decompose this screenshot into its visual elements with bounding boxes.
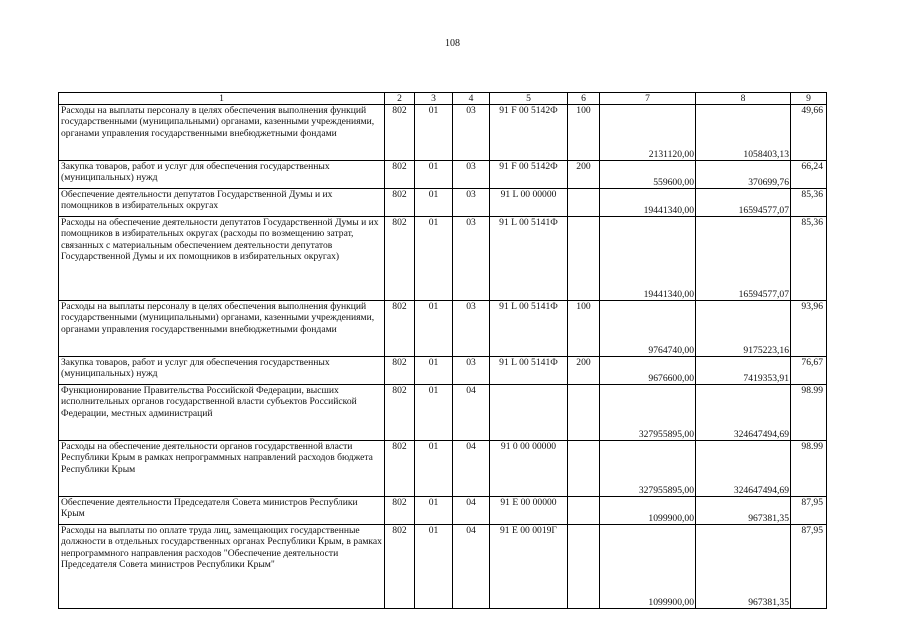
header-cell: 8: [696, 93, 791, 105]
actual-amount-cell: 324647494,69: [696, 385, 791, 441]
planned-amount-cell: 327955895,00: [600, 385, 696, 441]
description-cell: Расходы на выплаты персоналу в целях обеспечения выполнения функций государственными (муниципальными) органами, казенными учреждениями, органами управления государственными внебюджетными фондами: [59, 105, 385, 161]
description-cell: Закупка товаров, работ и услуг для обеспечения государственных (муниципальных) нужд: [59, 357, 385, 385]
table-row: [59, 217, 827, 301]
header-cell: 4: [453, 93, 490, 105]
table-row: [59, 105, 827, 161]
admin-code-cell: 802: [385, 525, 415, 609]
header-cell: 1: [59, 93, 385, 105]
subsection-cell: 04: [453, 441, 490, 497]
table-row: [59, 301, 827, 357]
header-cell: 5: [490, 93, 568, 105]
expense-type-cell: 200: [568, 357, 600, 385]
percent-cell: 49,66: [791, 105, 827, 161]
target-article-cell: [490, 385, 568, 441]
expense-type-cell: 100: [568, 105, 600, 161]
subsection-cell: 03: [453, 189, 490, 217]
planned-amount-cell: 1099900,00: [600, 525, 696, 609]
description-cell: Обеспечение деятельности Председателя Совета министров Республики Крым: [59, 497, 385, 525]
table-row: [59, 189, 827, 217]
percent-cell: 87,95: [791, 525, 827, 609]
expense-type-cell: 200: [568, 161, 600, 189]
percent-cell: 85,36: [791, 189, 827, 217]
page-number: 108: [445, 38, 460, 49]
target-article-cell: 91 L 00 5141Ф: [490, 217, 568, 301]
percent-cell: 85,36: [791, 217, 827, 301]
subsection-cell: 03: [453, 357, 490, 385]
header-cell: 2: [385, 93, 415, 105]
admin-code-cell: 802: [385, 441, 415, 497]
section-cell: 01: [415, 189, 453, 217]
admin-code-cell: 802: [385, 161, 415, 189]
description-cell: Расходы на выплаты по оплате труда лиц, замещающих государственные должности в отдельных государственных органах Республики Крым, в рамках непрограммного направления расходов "Обеспечение деятельности Председателя Совета министров Республики Крым": [59, 525, 385, 609]
planned-amount-cell: 9676600,00: [600, 357, 696, 385]
planned-amount-cell: 2131120,00: [600, 105, 696, 161]
table-row: [59, 357, 827, 385]
description-cell: Расходы на выплаты персоналу в целях обеспечения выполнения функций государственными (муниципальными) органами, казенными учреждениями, органами управления государственными внебюджетными фондами: [59, 301, 385, 357]
expense-type-cell: 100: [568, 301, 600, 357]
admin-code-cell: 802: [385, 189, 415, 217]
table-row: [59, 497, 827, 525]
section-cell: 01: [415, 525, 453, 609]
actual-amount-cell: 324647494,69: [696, 441, 791, 497]
admin-code-cell: 802: [385, 357, 415, 385]
planned-amount-cell: 19441340,00: [600, 217, 696, 301]
table-row: [59, 385, 827, 441]
subsection-cell: 04: [453, 497, 490, 525]
section-cell: 01: [415, 497, 453, 525]
subsection-cell: 03: [453, 301, 490, 357]
expense-type-cell: [568, 497, 600, 525]
percent-cell: 98.99: [791, 385, 827, 441]
admin-code-cell: 802: [385, 385, 415, 441]
description-cell: Расходы на обеспечение деятельности органов государственной власти Республики Крым в рамках непрограммных направлений расходов бюджета Республики Крым: [59, 441, 385, 497]
header-cell: 3: [415, 93, 453, 105]
target-article-cell: 91 F 00 5142Ф: [490, 105, 568, 161]
target-article-cell: 91 E 00 00000: [490, 497, 568, 525]
planned-amount-cell: 19441340,00: [600, 189, 696, 217]
section-cell: 01: [415, 385, 453, 441]
section-cell: 01: [415, 217, 453, 301]
table-row: [59, 525, 827, 609]
budget-table: [58, 92, 827, 609]
description-cell: Закупка товаров, работ и услуг для обеспечения государственных (муниципальных) нужд: [59, 161, 385, 189]
target-article-cell: 91 L 00 5141Ф: [490, 301, 568, 357]
percent-cell: 98.99: [791, 441, 827, 497]
actual-amount-cell: 967381,35: [696, 525, 791, 609]
planned-amount-cell: 1099900,00: [600, 497, 696, 525]
section-cell: 01: [415, 357, 453, 385]
section-cell: 01: [415, 441, 453, 497]
subsection-cell: 03: [453, 161, 490, 189]
actual-amount-cell: 1058403,13: [696, 105, 791, 161]
subsection-cell: 04: [453, 385, 490, 441]
actual-amount-cell: 370699,76: [696, 161, 791, 189]
description-cell: Обеспечение деятельности депутатов Государственной Думы и их помощников в избирательных округах: [59, 189, 385, 217]
table-row: [59, 441, 827, 497]
actual-amount-cell: 16594577,07: [696, 217, 791, 301]
target-article-cell: 91 L 00 5141Ф: [490, 357, 568, 385]
admin-code-cell: 802: [385, 497, 415, 525]
admin-code-cell: 802: [385, 105, 415, 161]
planned-amount-cell: 559600,00: [600, 161, 696, 189]
actual-amount-cell: 16594577,07: [696, 189, 791, 217]
actual-amount-cell: 7419353,91: [696, 357, 791, 385]
percent-cell: 66,24: [791, 161, 827, 189]
expense-type-cell: [568, 441, 600, 497]
target-article-cell: 91 0 00 00000: [490, 441, 568, 497]
expense-type-cell: [568, 525, 600, 609]
percent-cell: 93,96: [791, 301, 827, 357]
target-article-cell: 91 L 00 00000: [490, 189, 568, 217]
description-cell: Функционирование Правительства Российской Федерации, высших исполнительных органов государственной власти субъектов Российской Федерации, местных администраций: [59, 385, 385, 441]
actual-amount-cell: 967381,35: [696, 497, 791, 525]
header-cell: 6: [568, 93, 600, 105]
subsection-cell: 03: [453, 105, 490, 161]
admin-code-cell: 802: [385, 301, 415, 357]
percent-cell: 87,95: [791, 497, 827, 525]
actual-amount-cell: 9175223,16: [696, 301, 791, 357]
table-row: [59, 161, 827, 189]
planned-amount-cell: 327955895,00: [600, 441, 696, 497]
subsection-cell: 04: [453, 525, 490, 609]
percent-cell: 76,67: [791, 357, 827, 385]
section-cell: 01: [415, 105, 453, 161]
header-cell: 9: [791, 93, 827, 105]
expense-type-cell: [568, 385, 600, 441]
description-cell: Расходы на обеспечение деятельности депутатов Государственной Думы и их помощников в избирательных округах (расходы по возмещению затрат, связанных с материальным обеспечением деятельности депутатов Государственной Думы и их помощников в избирательных округах): [59, 217, 385, 301]
header-cell: 7: [600, 93, 696, 105]
table-header-row: [59, 93, 827, 105]
admin-code-cell: 802: [385, 217, 415, 301]
target-article-cell: 91 E 00 0019Г: [490, 525, 568, 609]
subsection-cell: 03: [453, 217, 490, 301]
expense-type-cell: [568, 217, 600, 301]
target-article-cell: 91 F 00 5142Ф: [490, 161, 568, 189]
expense-type-cell: [568, 189, 600, 217]
section-cell: 01: [415, 301, 453, 357]
section-cell: 01: [415, 161, 453, 189]
planned-amount-cell: 9764740,00: [600, 301, 696, 357]
